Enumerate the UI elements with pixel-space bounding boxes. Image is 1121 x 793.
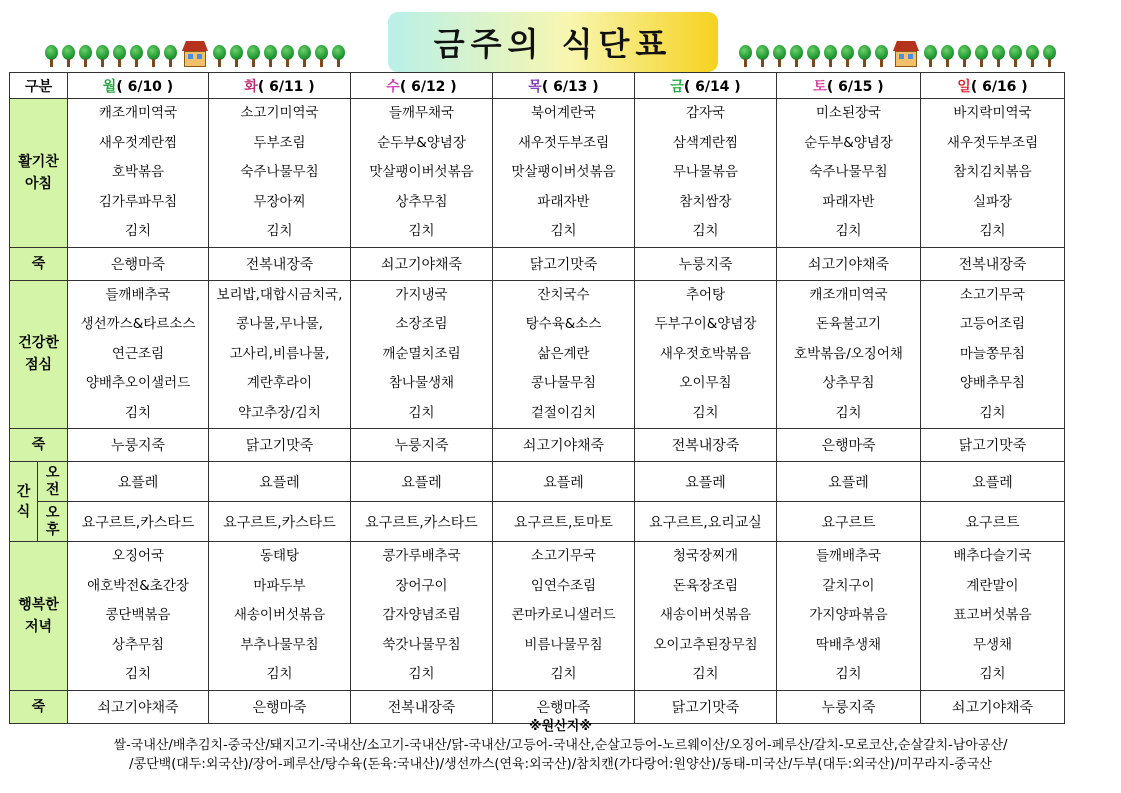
house-icon (893, 41, 919, 67)
lunch-thu: 잔치국수 탕수육&소스 삶은계란 콩나물무침 겉절이김치 (493, 280, 635, 429)
tree-icon (297, 45, 312, 67)
snack-pm-thu: 요구르트,토마토 (493, 502, 635, 542)
porridge-label: 죽 (10, 690, 68, 723)
porridge-tue: 닭고기맛죽 (209, 429, 351, 462)
tree-icon (1025, 45, 1040, 67)
porridge-fri: 누룽지죽 (635, 247, 777, 280)
tree-row-right (738, 45, 1057, 67)
tree-icon (991, 45, 1006, 67)
lunch-fri: 추어탕 두부구이&양념장 새우젓호박볶음 오이무침 김치 (635, 280, 777, 429)
breakfast-mon: 캐조개미역국 새우젓계란찜 호박볶음 김가루파무침 김치 (68, 99, 209, 248)
dinner-label: 행복한 저녁 (10, 542, 68, 691)
breakfast-wed: 들깨무채국 순두부&양념장 맛살팽이버섯볶음 상추무침 김치 (351, 99, 493, 248)
snack-pm-mon: 요구르트,카스타드 (68, 502, 209, 542)
porridge-fri: 전복내장죽 (635, 429, 777, 462)
snack-pm-row (10, 502, 1065, 542)
breakfast-row (10, 99, 1065, 248)
breakfast-fri: 감자국 삼색계란찜 무나물볶음 참치쌈장 김치 (635, 99, 777, 248)
snack-am-label: 오전 (38, 462, 68, 502)
porridge-thu: 닭고기맛죽 (493, 247, 635, 280)
snack-am-mon: 요플레 (68, 462, 209, 502)
origin-line-2: /콩단백(대두:외국산)/장어-페루산/탕수육(돈육:국내산)/생선까스(연육:외국산)/참치캔(가다랑어:원양산)/동태-미국산/두부(대두:외국산)/미꾸라지-중국산 (129, 757, 992, 772)
snack-am-tue: 요플레 (209, 462, 351, 502)
dinner-row (10, 542, 1065, 691)
lunch-wed: 가지냉국 소장조림 깨순멸치조림 참나물생채 김치 (351, 280, 493, 429)
tree-icon (840, 45, 855, 67)
tree-icon (1008, 45, 1023, 67)
snack-pm-fri: 요구르트,요리교실 (635, 502, 777, 542)
tree-icon (44, 45, 59, 67)
porridge-row-2 (10, 429, 1065, 462)
lunch-tue: 보리밥,대합시금치국, 콩나물,무나물, 고사리,비름나물, 계란후라이 약고추장/김치 (209, 280, 351, 429)
tree-icon (755, 45, 770, 67)
origin-heading: ※원산지※ (529, 719, 592, 734)
day-header-sat: 토( 6/15 ) (777, 73, 921, 99)
tree-icon (78, 45, 93, 67)
tree-icon (61, 45, 76, 67)
tree-icon (823, 45, 838, 67)
tree-icon (738, 45, 753, 67)
dinner-thu: 소고기무국 임연수조림 콘마카로니샐러드 비름나물무침 김치 (493, 542, 635, 691)
snack-pm-wed: 요구르트,카스타드 (351, 502, 493, 542)
porridge-sun: 전복내장죽 (921, 247, 1065, 280)
snack-am-row (10, 462, 1065, 502)
porridge-sat: 은행마죽 (777, 429, 921, 462)
tree-row-left (44, 45, 346, 67)
porridge-tue: 전복내장죽 (209, 247, 351, 280)
breakfast-sat: 미소된장국 순두부&양념장 숙주나물무침 파래자반 김치 (777, 99, 921, 248)
snack-am-fri: 요플레 (635, 462, 777, 502)
snack-pm-sun: 요구르트 (921, 502, 1065, 542)
porridge-thu: 쇠고기야채죽 (493, 429, 635, 462)
tree-icon (923, 45, 938, 67)
porridge-label: 죽 (10, 429, 68, 462)
tree-icon (806, 45, 821, 67)
breakfast-label: 활기찬 아침 (10, 99, 68, 248)
dinner-fri: 청국장찌개 돈육장조림 새송이버섯볶음 오이고추된장무침 김치 (635, 542, 777, 691)
dinner-tue: 동태탕 마파두부 새송이버섯볶음 부추나물무침 김치 (209, 542, 351, 691)
day-header-wed: 수( 6/12 ) (351, 73, 493, 99)
header-row (10, 73, 1065, 99)
snack-am-sat: 요플레 (777, 462, 921, 502)
dinner-sat: 들깨배추국 갈치구이 가지양파볶음 딱배추생채 김치 (777, 542, 921, 691)
tree-icon (229, 45, 244, 67)
snack-am-thu: 요플레 (493, 462, 635, 502)
tree-icon (874, 45, 889, 67)
tree-icon (112, 45, 127, 67)
porridge-thu: 은행마죽 (493, 690, 635, 723)
porridge-tue: 은행마죽 (209, 690, 351, 723)
day-header-tue: 화( 6/11 ) (209, 73, 351, 99)
tree-icon (280, 45, 295, 67)
dinner-sun: 배추다슬기국 계란말이 표고버섯볶음 무생채 김치 (921, 542, 1065, 691)
title-banner (388, 12, 718, 72)
breakfast-thu: 북어계란국 새우젓두부조림 맛살팽이버섯볶음 파래자반 김치 (493, 99, 635, 248)
porridge-mon: 은행마죽 (68, 247, 209, 280)
porridge-label: 죽 (10, 247, 68, 280)
tree-icon (146, 45, 161, 67)
tree-icon (974, 45, 989, 67)
dinner-mon: 오징어국 애호박전&초간장 콩단백볶음 상추무침 김치 (68, 542, 209, 691)
lunch-row (10, 280, 1065, 429)
porridge-wed: 누룽지죽 (351, 429, 493, 462)
snack-pm-tue: 요구르트,카스타드 (209, 502, 351, 542)
tree-icon (246, 45, 261, 67)
lunch-sat: 캐조개미역국 돈육불고기 호박볶음/오징어채 상추무침 김치 (777, 280, 921, 429)
tree-icon (1042, 45, 1057, 67)
dinner-wed: 콩가루배추국 장어구이 감자양념조림 쑥갓나물무침 김치 (351, 542, 493, 691)
tree-icon (163, 45, 178, 67)
snack-am-wed: 요플레 (351, 462, 493, 502)
tree-icon (331, 45, 346, 67)
gubun-header: 구분 (10, 73, 68, 99)
snack-pm-label: 오후 (38, 502, 68, 542)
origin-line-1: 쌀-국내산/배추김치-중국산/돼지고기-국내산/소고기-국내산/닭-국내산/고등어-국내산,순살고등어-노르웨이산/오징어-페루산/갈치-모로코산,순살갈치-남아공산/ (113, 738, 1008, 753)
day-header-mon: 월( 6/10 ) (68, 73, 209, 99)
porridge-mon: 쇠고기야채죽 (68, 690, 209, 723)
lunch-mon: 들깨배추국 생선까스&타르소스 연근조림 양배추오이샐러드 김치 (68, 280, 209, 429)
day-header-thu: 목( 6/13 ) (493, 73, 635, 99)
porridge-wed: 쇠고기야채죽 (351, 247, 493, 280)
tree-icon (314, 45, 329, 67)
page-title: 금주의 식단표 (433, 25, 673, 63)
porridge-fri: 닭고기맛죽 (635, 690, 777, 723)
porridge-sun: 닭고기맛죽 (921, 429, 1065, 462)
house-icon (182, 41, 208, 67)
snack-pm-sat: 요구르트 (777, 502, 921, 542)
porridge-sat: 누룽지죽 (777, 690, 921, 723)
tree-icon (263, 45, 278, 67)
tree-icon (95, 45, 110, 67)
breakfast-tue: 소고기미역국 두부조림 숙주나물무침 무장아찌 김치 (209, 99, 351, 248)
porridge-sun: 쇠고기야채죽 (921, 690, 1065, 723)
lunch-sun: 소고기무국 고등어조림 마늘쫑무침 양배추무침 김치 (921, 280, 1065, 429)
tree-icon (957, 45, 972, 67)
tree-icon (212, 45, 227, 67)
tree-icon (857, 45, 872, 67)
snack-label: 간식 (10, 462, 38, 542)
breakfast-sun: 바지락미역국 새우젓두부조림 참치김치볶음 실파장 김치 (921, 99, 1065, 248)
day-header-sun: 일( 6/16 ) (921, 73, 1065, 99)
porridge-mon: 누룽지죽 (68, 429, 209, 462)
porridge-wed: 전복내장죽 (351, 690, 493, 723)
weekly-menu-table (9, 72, 1065, 724)
tree-icon (772, 45, 787, 67)
porridge-sat: 쇠고기야채죽 (777, 247, 921, 280)
day-header-fri: 금( 6/14 ) (635, 73, 777, 99)
porridge-row-1 (10, 247, 1065, 280)
tree-icon (940, 45, 955, 67)
tree-icon (789, 45, 804, 67)
snack-am-sun: 요플레 (921, 462, 1065, 502)
lunch-label: 건강한 점심 (10, 280, 68, 429)
tree-icon (129, 45, 144, 67)
